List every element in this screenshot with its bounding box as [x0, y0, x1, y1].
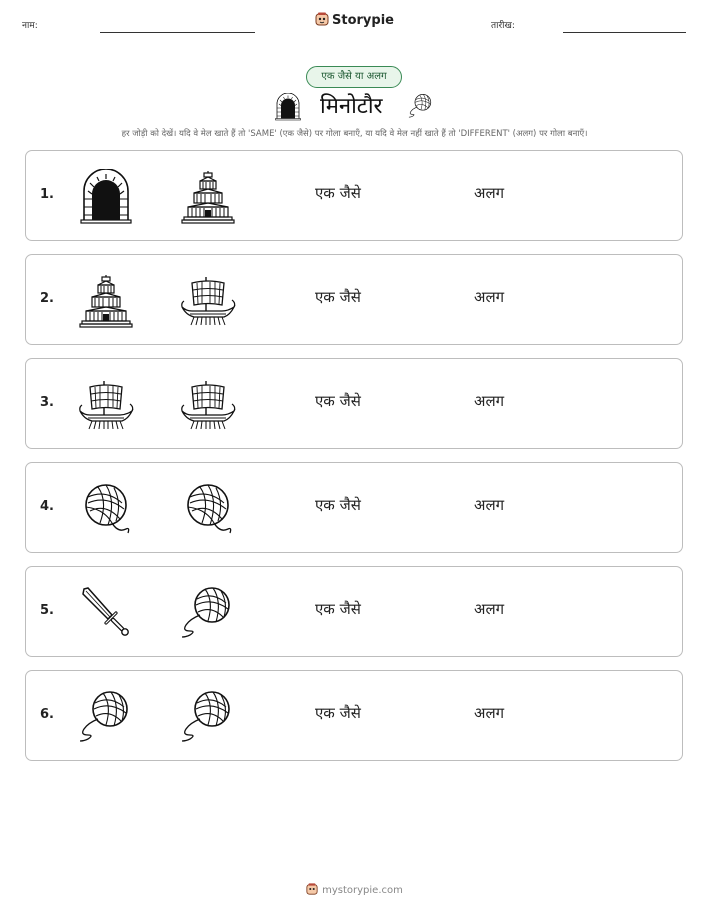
instructions: हर जोड़ी को देखें। यदि वे मेल खाते हैं तो 'SAME' (एक जैसे) पर गोला बनाएँ, या यदि वे मेल नहीं खाते हैं तो 'DIFFERENT' (अलग) पर गोला बनाएँ।: [121, 129, 588, 139]
yarn-ball-icon: [180, 689, 236, 745]
question-card: [25, 358, 683, 449]
storypie-logo-icon: [315, 12, 329, 26]
question-number: 2.: [40, 291, 54, 306]
date-line[interactable]: [563, 32, 686, 33]
page-title: मिनोटौर: [320, 94, 383, 119]
name-line[interactable]: [100, 32, 255, 33]
question-number: 4.: [40, 499, 54, 514]
arch-icon: [274, 93, 302, 121]
yarn-ball-icon: [78, 689, 134, 745]
option-different[interactable]: अलग: [474, 600, 505, 618]
date-label: तारीख:: [491, 21, 515, 31]
temple-icon: [78, 273, 134, 329]
option-different[interactable]: अलग: [474, 496, 505, 514]
question-number: 3.: [40, 395, 54, 410]
question-card: [25, 150, 683, 241]
option-same[interactable]: एक जैसे: [315, 704, 361, 722]
option-same[interactable]: एक जैसे: [315, 600, 361, 618]
question-card: [25, 462, 683, 553]
option-different[interactable]: अलग: [474, 184, 505, 202]
option-same[interactable]: एक जैसे: [315, 496, 361, 514]
name-label: नाम:: [22, 21, 38, 31]
option-same[interactable]: एक जैसे: [315, 184, 361, 202]
temple-icon: [180, 169, 236, 225]
storypie-logo-icon: [306, 883, 318, 895]
question-number: 6.: [40, 707, 54, 722]
brand-name: Storypie: [332, 13, 394, 28]
question-card: [25, 566, 683, 657]
yarn-ball-icon: [78, 481, 134, 537]
ship-icon: [180, 377, 236, 433]
ship-icon: [78, 377, 134, 433]
worksheet-type-badge: एक जैसे या अलग: [306, 66, 402, 88]
sword-icon: [78, 585, 134, 641]
yarn-ball-icon: [408, 93, 434, 119]
option-different[interactable]: अलग: [474, 288, 505, 306]
ship-icon: [180, 273, 236, 329]
question-number: 1.: [40, 187, 54, 202]
arch-icon: [78, 169, 134, 225]
footer: [0, 883, 709, 896]
footer-url: mystorypie.com: [322, 885, 403, 896]
option-same[interactable]: एक जैसे: [315, 288, 361, 306]
yarn-ball-icon: [180, 481, 236, 537]
yarn-ball-icon: [180, 585, 236, 641]
option-different[interactable]: अलग: [474, 392, 505, 410]
question-number: 5.: [40, 603, 54, 618]
question-card: [25, 254, 683, 345]
title-row: [0, 90, 709, 124]
option-same[interactable]: एक जैसे: [315, 392, 361, 410]
brand-logo: [0, 12, 709, 28]
option-different[interactable]: अलग: [474, 704, 505, 722]
question-card: [25, 670, 683, 761]
